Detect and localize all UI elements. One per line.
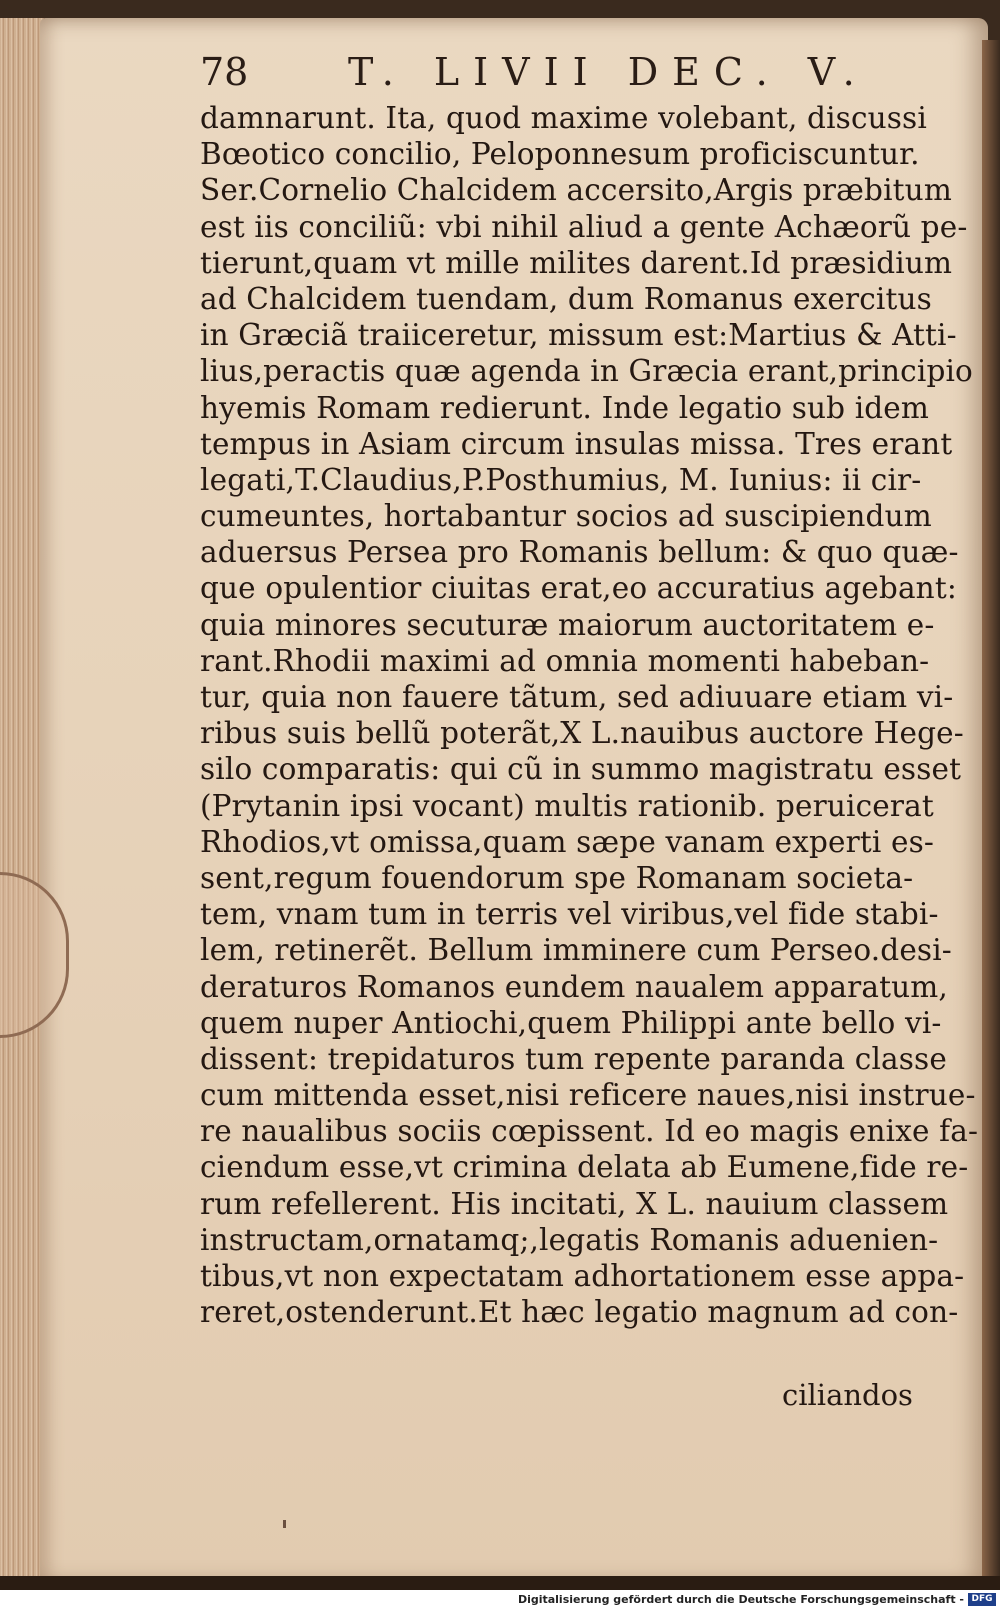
text-line: tur, quia non fauere tãtum, sed adiuuare etiam vi-: [200, 680, 954, 714]
text-line: dissent: trepidaturos tum repente paranda classe: [200, 1041, 947, 1076]
text-line: ad Chalcidem tuendam, dum Romanus exercitus: [200, 281, 932, 316]
funding-credit: Digitalisierung gefördert durch die Deutsche Forschungsgemeinschaft -: [517, 1593, 964, 1606]
text-line: lius,peractis quæ agenda in Græcia erant,principio: [200, 354, 973, 389]
text-line: hyemis Romam redierunt. Inde legatio sub idem: [200, 390, 930, 425]
digitization-footer: [0, 1590, 1000, 1613]
text-line: ciendum esse,vt crimina delata ab Eumene,fide re-: [200, 1150, 969, 1185]
page-number: 78: [200, 50, 249, 94]
body-text: [200, 100, 979, 1330]
text-line: tierunt,quam vt mille milites darent.Id præsidium: [200, 245, 953, 280]
text-line: Rhodios,vt omissa,quam sæpe vanam experti es-: [200, 824, 934, 859]
text-line: instructam,ornatamq;,legatis Romanis aduenien-: [200, 1222, 939, 1257]
text-line: sent,regum fouendorum spe Romanam societa-: [200, 860, 914, 895]
text-line: aduersus Persea pro Romanis bellum: & quo quæ-: [200, 535, 959, 570]
text-line: tibus,vt non expectatam adhortationem esse appa-: [200, 1259, 965, 1293]
text-line: rum refellerent. His incitati, X L. nauium classem: [200, 1186, 949, 1221]
text-line: rant.Rhodii maximi ad omnia momenti habeban-: [200, 643, 930, 678]
text-line: silo comparatis: qui cũ in summo magistratu esset: [200, 752, 962, 787]
text-line: Ser.Cornelio Chalcidem accersito,Argis præbitum: [200, 173, 952, 208]
text-line: (Prytanin ipsi vocant) multis rationib. peruicerat: [200, 788, 934, 823]
text-line: in Græciã traiiceretur, missum est:Martius & Atti-: [200, 318, 957, 353]
catchword: ciliandos: [782, 1378, 913, 1412]
text-line: tem, vnam tum in terris vel viribus,vel fide stabi-: [200, 897, 939, 932]
text-line: cumeuntes, hortabantur socios ad suscipiendum: [200, 499, 932, 534]
running-head: T. LIVII DEC. V.: [348, 50, 869, 94]
text-line: quem nuper Antiochi,quem Philippi ante bello vi-: [200, 1005, 942, 1040]
text-line: lem, retinerẽt. Bellum imminere cum Perseo.desi-: [200, 933, 952, 968]
text-line: damnarunt. Ita, quod maxime volebant, discussi: [200, 101, 927, 135]
text-line: quia minores secuturæ maiorum auctoritatem e-: [200, 607, 935, 642]
text-line: que opulentior ciuitas erat,eo accuratius agebant:: [200, 571, 957, 606]
text-line: deraturos Romanos eundem naualem apparatum,: [200, 969, 948, 1004]
text-line: cum mittenda esset,nisi reficere naues,nisi instrue-: [200, 1078, 976, 1113]
book-gutter-shadow: [982, 40, 1000, 1590]
ink-mark: [283, 1520, 286, 1528]
text-line: re naualibus sociis cœpissent. Id eo magis enixe fa-: [200, 1114, 979, 1149]
text-line: tempus in Asiam circum insulas missa. Tres erant: [200, 426, 953, 461]
text-line: legati,T.Claudius,P.Posthumius, M. Iunius: ii cir-: [200, 462, 922, 497]
text-line: ribus suis bellũ poterãt,X L.nauibus auctore Hege-: [200, 716, 964, 751]
text-line: reret,ostenderunt.Et hæc legatio magnum ad con-: [200, 1295, 959, 1330]
text-line: est iis conciliũ: vbi nihil aliud a gente Achæorũ pe-: [200, 209, 968, 244]
dfg-logo-icon: DFG: [968, 1593, 996, 1606]
text-line: Bœotico concilio, Peloponnesum proficiscuntur.: [200, 137, 920, 172]
scan-bottom-border: [0, 1576, 1000, 1590]
